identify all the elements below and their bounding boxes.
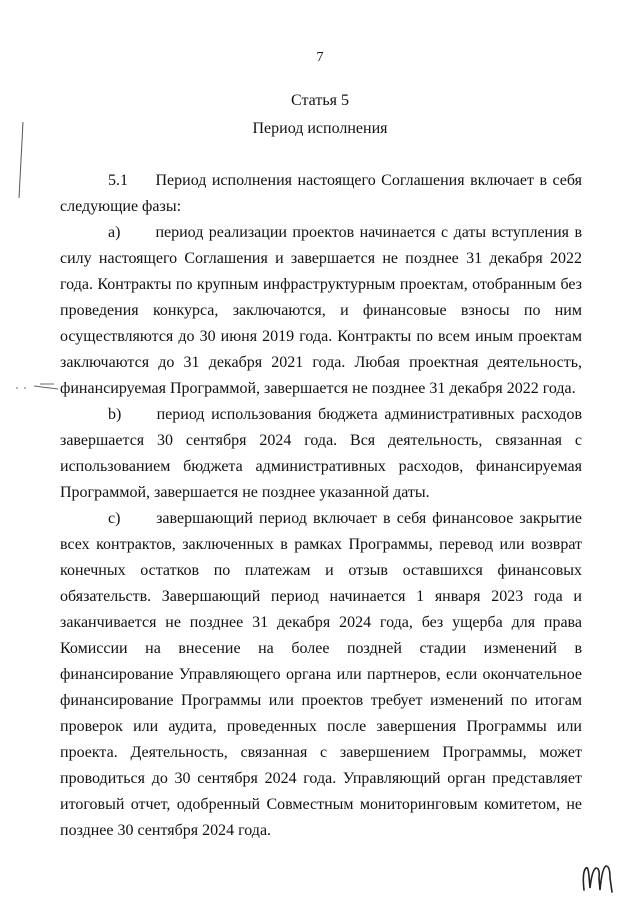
list-item-b — [60, 402, 582, 506]
handwritten-initials — [580, 862, 620, 896]
list-item-a — [60, 220, 582, 402]
item-text: завершающий период включает в себя финансовое закрытие всех контрактов, заключенных в рамках Программы, перевод или возврат конечных остатков по платежам и отзыв оставшихся финансовых обязательств. Завершающий период начинается 1 января 2023 года и заканчивается не позднее 31 декабря 2024 года, без ущерба для права Комиссии на внесение на более поздней стадии изменений в финансирование Управляющего органа или партнеров, если окончательное финансирование Программы или проектов требует изменений по итогам проверок или аудита, проведенных после завершения Программы или проекта. Деятельность, связанная с завершением Программы, может проводиться до 30 сентября 2024 года. Управляющий орган представляет итоговый отчет, одобренный Совместным мониторинговым комитетом, не позднее 30 сентября 2024 года. — [60, 510, 583, 839]
article-heading: Статья 5 — [291, 92, 349, 109]
item-text: период использования бюджета административных расходов завершается 30 сентября 2024 года. Вся деятельность, связанная с использованием бюджета административных расходов, финансируемая Программой, завершается не позднее указанной даты. — [60, 406, 583, 501]
clause-intro — [60, 168, 582, 220]
document-body — [60, 168, 582, 844]
item-text: период реализации проектов начинается с даты вступления в силу настоящего Соглашения и завершается не позднее 31 декабря 2022 года. Контракты по крупным инфраструктурным проектам, отобранным без проведения конкурса, заключаются, и финансовые взносы по ним осуществляются до 30 июня 2019 года. Контракты по всем иным проектам заключаются до 31 декабря 2021 года. Любая проектная деятельность, финансируемая Программой, завершается не позднее 31 декабря 2022 года. — [60, 224, 583, 397]
clause-number: 5.1 — [108, 172, 128, 189]
clause-intro-text: Период исполнения настоящего Соглашения включает в себя следующие фазы: — [60, 172, 582, 215]
scan-dots-mark — [14, 380, 64, 394]
page-number: 7 — [316, 50, 324, 65]
item-label: c) — [108, 510, 121, 527]
list-item-c — [60, 506, 582, 844]
item-label: a) — [108, 224, 121, 241]
scan-margin-line — [16, 120, 26, 200]
article-title: Период исполнения — [252, 120, 388, 137]
item-label: b) — [108, 406, 122, 423]
